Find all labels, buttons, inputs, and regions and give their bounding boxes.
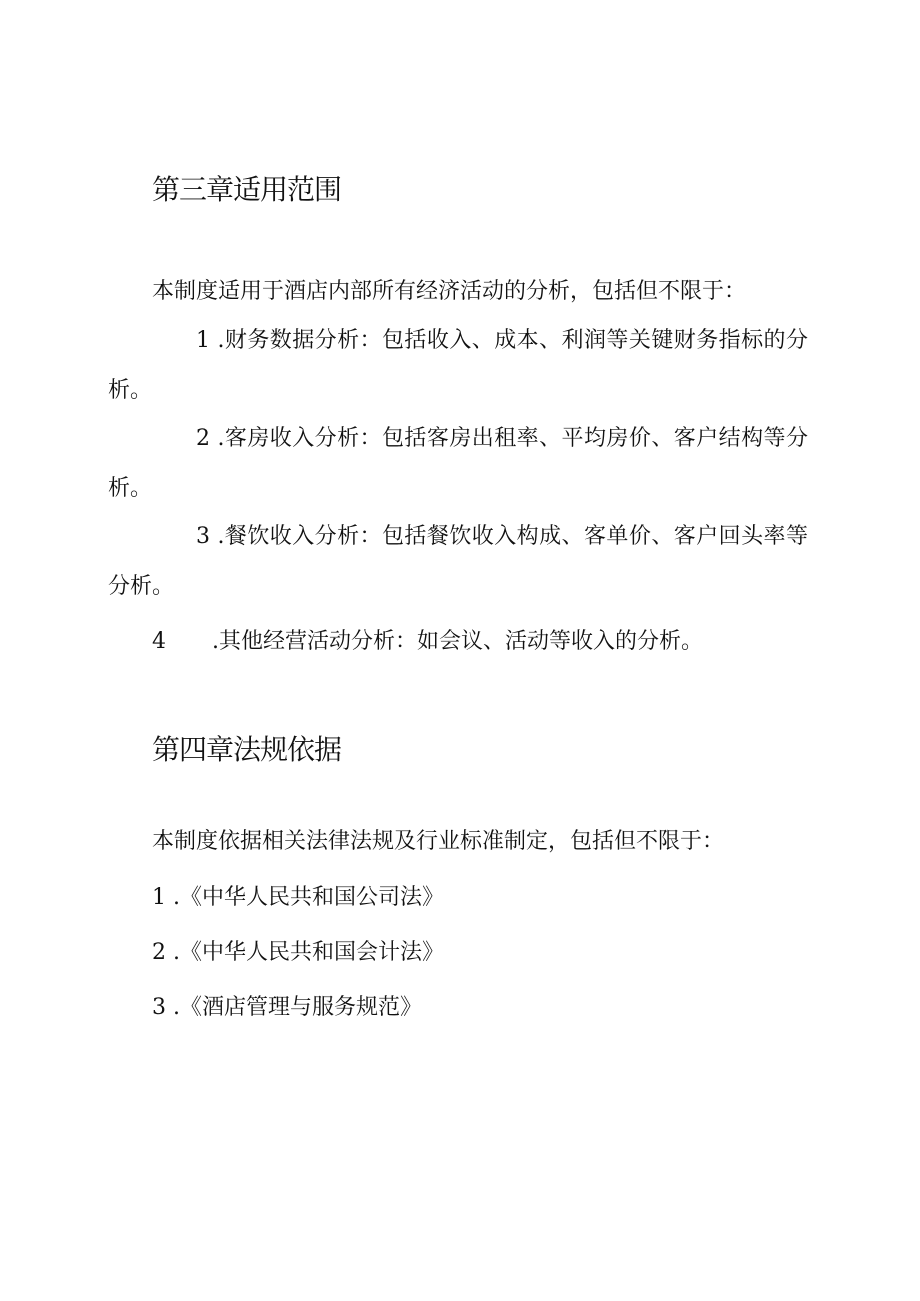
item-number: 1 <box>152 885 166 910</box>
item-text: .《中华人民共和国公司法》 <box>166 885 444 910</box>
chapter3-item-2 <box>108 414 808 514</box>
item-number: 2 <box>152 940 166 965</box>
item-text: .《中华人民共和国会计法》 <box>166 940 444 965</box>
chapter3-item-3 <box>108 512 808 612</box>
item-text: .餐饮收入分析：包括餐饮收入构成、客单价、客户回头率等分析。 <box>108 524 808 599</box>
item-number: 1 <box>196 328 210 353</box>
chapter3-intro: 本制度适用于酒店内部所有经济活动的分析，包括但不限于： <box>152 279 747 304</box>
chapter3-item-4 <box>152 626 703 658</box>
chapter3-item-1 <box>108 316 808 416</box>
item-number: 4 <box>152 629 166 654</box>
chapter3-heading: 第三章适用范围 <box>152 173 342 206</box>
item-text: .其他经营活动分析：如会议、活动等收入的分析。 <box>212 629 703 654</box>
item-text: .《酒店管理与服务规范》 <box>166 995 422 1020</box>
item-number: 3 <box>196 524 210 549</box>
item-text: .财务数据分析：包括收入、成本、利润等关键财务指标的分析。 <box>108 328 808 403</box>
item-text: .客房收入分析：包括客房出租率、平均房价、客户结构等分析。 <box>108 426 808 501</box>
item-number: 3 <box>152 995 166 1020</box>
item-number: 2 <box>196 426 210 451</box>
chapter4-heading: 第四章法规依据 <box>152 733 342 766</box>
chapter4-intro: 本制度依据相关法律法规及行业标准制定，包括但不限于： <box>152 829 725 854</box>
chapter4-item-3 <box>152 992 422 1024</box>
chapter4-item-1 <box>152 882 444 914</box>
chapter4-item-2 <box>152 937 444 969</box>
